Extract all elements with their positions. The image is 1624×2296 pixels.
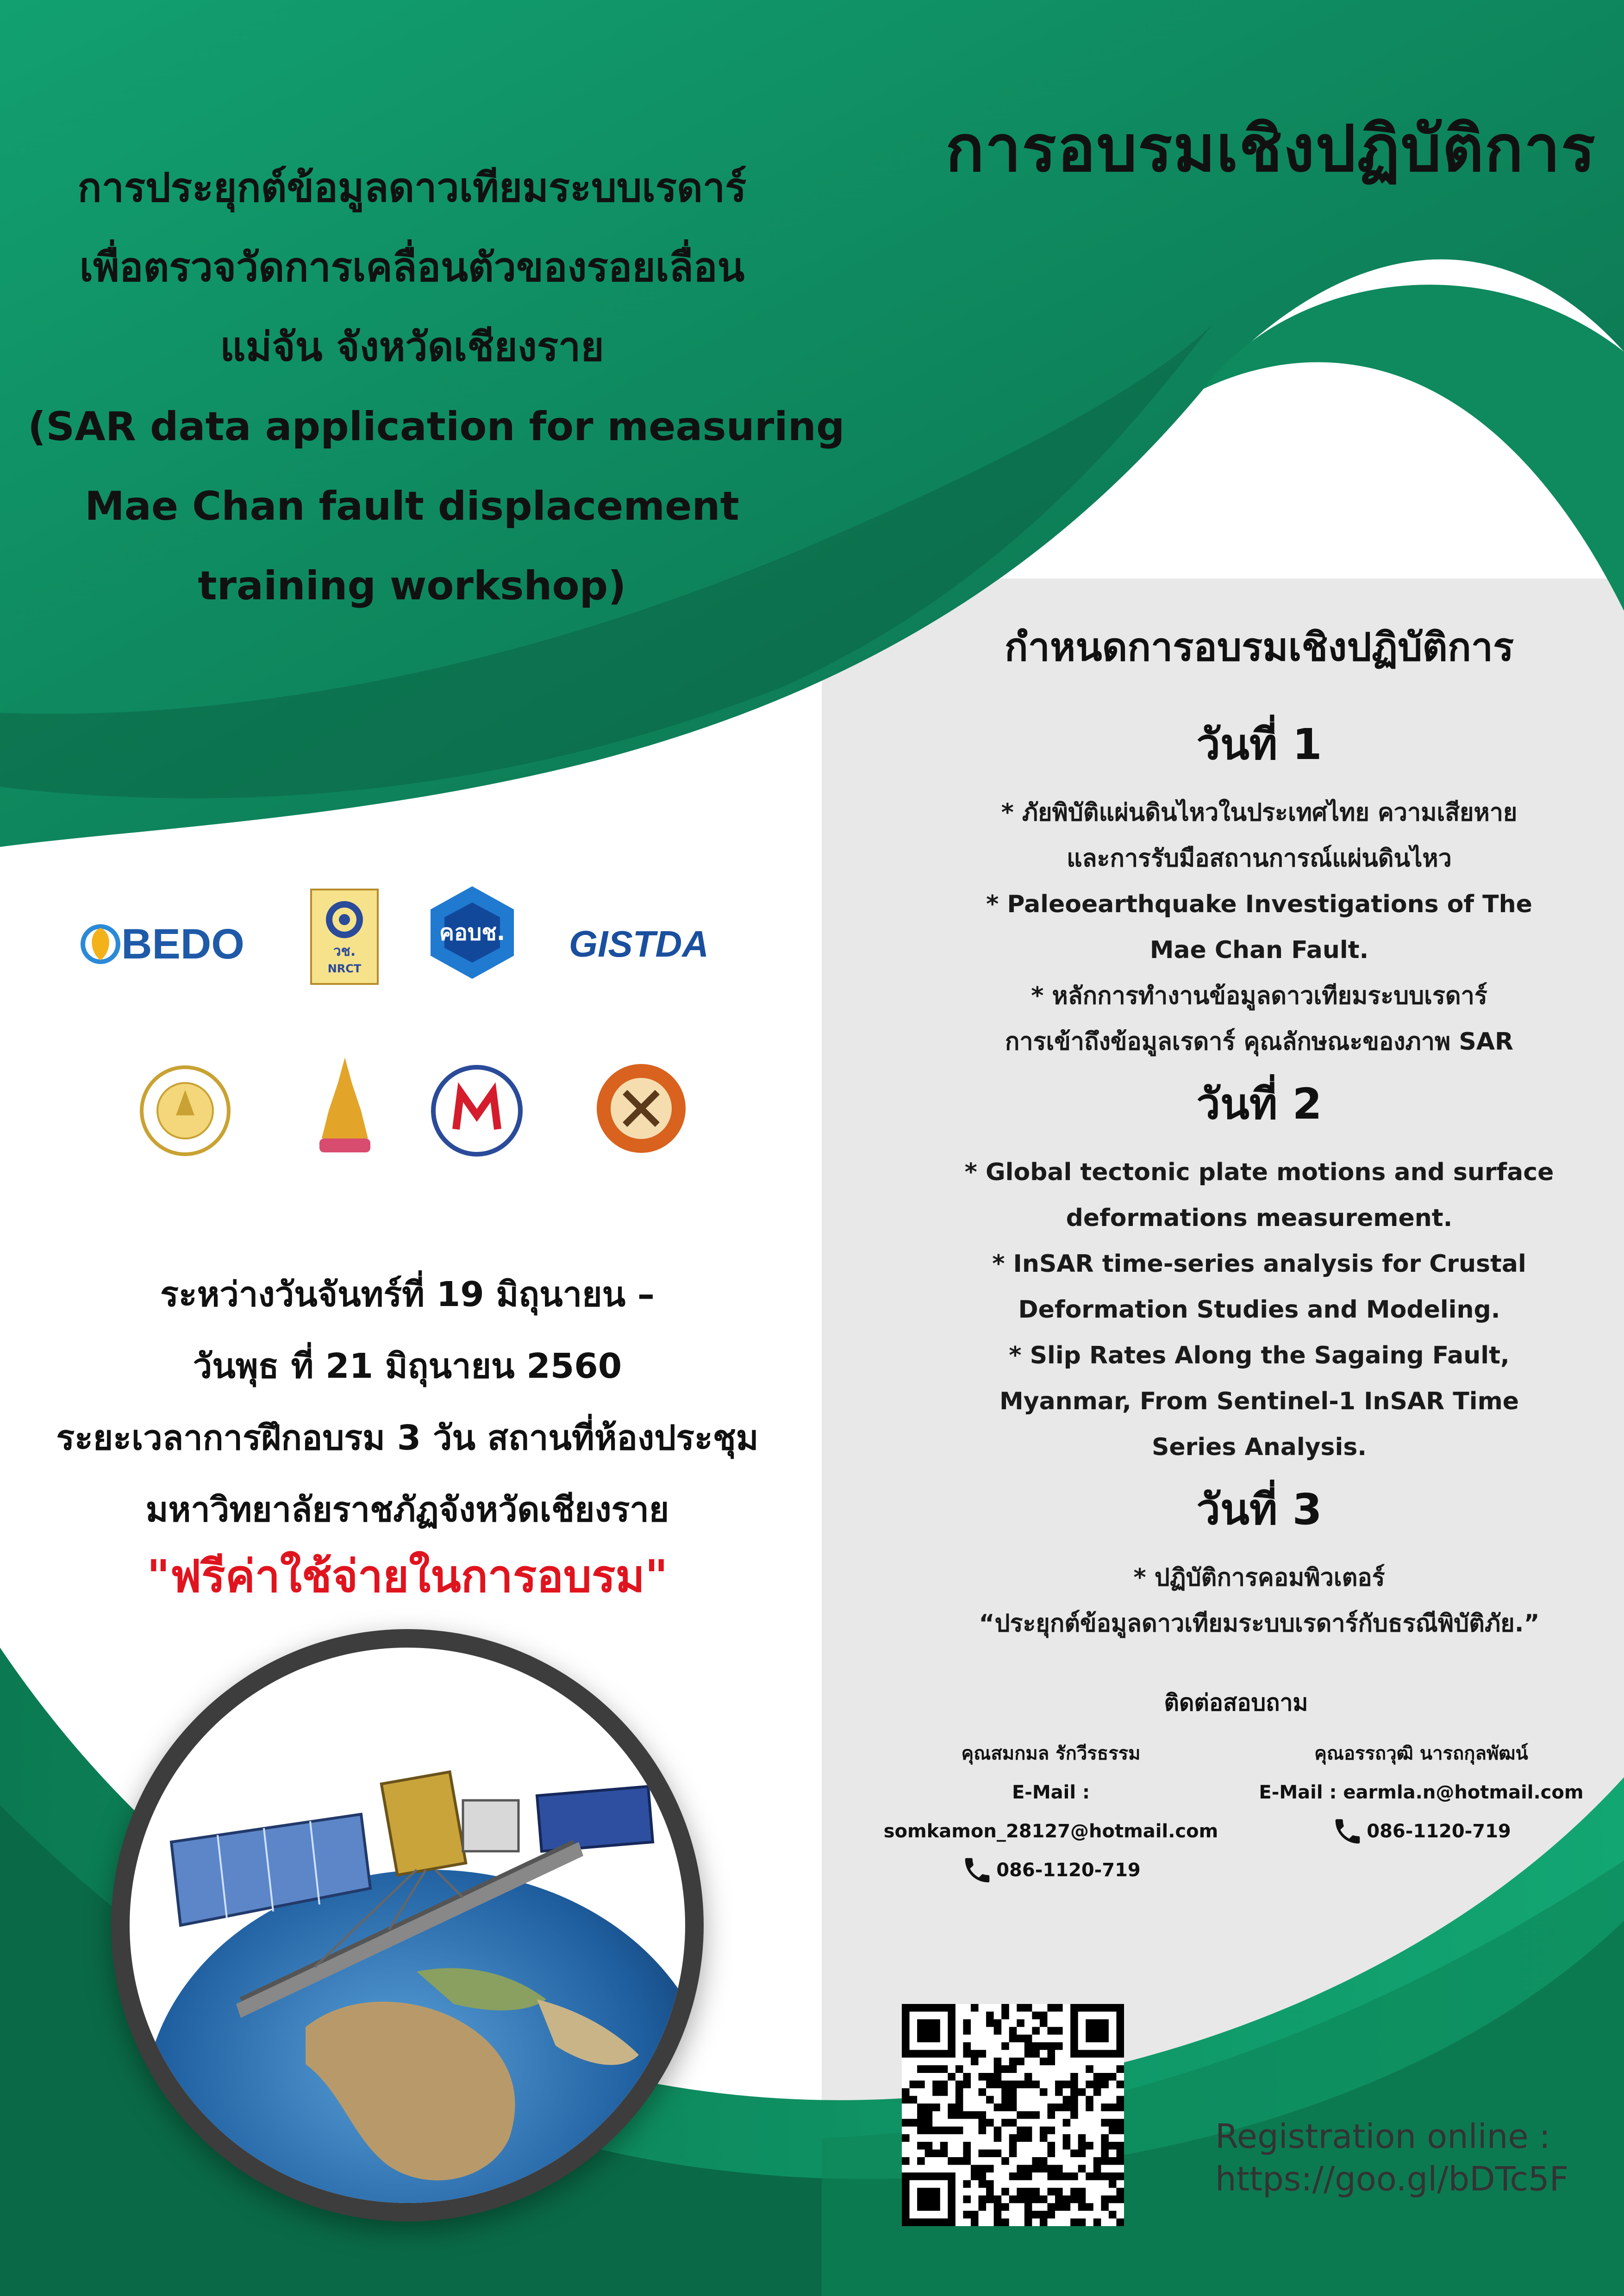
schedule-item: deformations measurement. (1066, 1204, 1453, 1232)
phone-icon (1331, 1815, 1364, 1848)
gistda-logo (556, 912, 722, 977)
contact-section (870, 1685, 1602, 1890)
burapha-university-logo (139, 1064, 231, 1157)
contact-name: คุณอรรถวุฒิ นารถกุลพัฒน์ (1314, 1743, 1528, 1764)
schedule-item: การเข้าถึงข้อมูลเรดาร์ คุณลักษณะของภาพ SAR (1005, 1028, 1514, 1056)
contact-email[interactable]: E-Mail : earmla.n@hotmail.com (1259, 1782, 1584, 1803)
day3-label: วันที่ 3 (1196, 1485, 1322, 1534)
schedule-heading: กำหนดการอบรมเชิงปฏิบัติการ (1004, 624, 1514, 670)
bedo-logo (74, 907, 250, 981)
registration-label: Registration online : (1215, 2117, 1550, 2156)
bedo-text: BEDO (121, 920, 244, 968)
main-title (28, 148, 845, 626)
kob-logo (426, 884, 518, 981)
main-title-line: training workshop) (198, 563, 626, 609)
mineral-resources-logo (593, 1060, 690, 1157)
contact-email[interactable]: E-Mail : somkamon_28127@hotmail.com (883, 1782, 1218, 1842)
main-title-line: แม่จัน จังหวัดเชียงราย (220, 324, 604, 370)
day1-label: วันที่ 1 (1196, 720, 1322, 769)
university-m-logo (431, 1064, 523, 1157)
event-info (19, 1259, 796, 1546)
bedo-leaf-icon (80, 923, 121, 965)
schedule-item: Myanmar, From Sentinel-1 InSAR Time (999, 1388, 1519, 1415)
chulalongkorn-logo (310, 1055, 380, 1157)
gear-hammer-icon (593, 1060, 690, 1157)
schedule-item: “ประยุกต์ข้อมูลดาวเทียมระบบเรดาร์กับธรณีพิบัติภัย.” (979, 1610, 1540, 1637)
schedule-item: * ภัยพิบัติแผ่นดินไหวในประเทศไทย ความเสียหาย (1001, 799, 1518, 827)
nrct-thai-text: วช. (333, 943, 356, 959)
nrct-emblem-icon (324, 899, 365, 940)
gistda-text: GISTDA (568, 923, 709, 964)
schedule-item: * ปฏิบัติการคอมพิวเตอร์ (1133, 1564, 1385, 1592)
satellite-earth-image (130, 1648, 685, 2203)
nrct-text: NRCT (327, 962, 362, 975)
schedule-section (917, 616, 1602, 1647)
satellite-illustration (111, 1629, 704, 2221)
event-date-line: วันพุธ ที่ 21 มิถุนายน 2560 (193, 1346, 622, 1386)
main-title-line: เพื่อตรวจวัดการเคลื่อนตัวของรอยเลื่อน (79, 244, 745, 291)
schedule-item: * Paleoearthquake Investigations of The (986, 890, 1532, 918)
contact-heading: ติดต่อสอบถาม (1164, 1689, 1308, 1716)
burapha-seal-icon (139, 1064, 231, 1157)
workshop-heading: การอบรมเชิงปฏิบัติการ (945, 112, 1596, 186)
registration-url[interactable]: https://goo.gl/bDTc5F (1215, 2159, 1569, 2198)
m-seal-icon (431, 1064, 523, 1157)
schedule-item: Mae Chan Fault. (1149, 936, 1369, 964)
event-duration-line: ระยะเวลาการฝึกอบรม 3 วัน สถานที่ห้องประชุม (56, 1418, 759, 1458)
day2-label: วันที่ 2 (1196, 1079, 1322, 1129)
chula-pagoda-icon (310, 1055, 380, 1157)
globe-frame (130, 1648, 685, 2203)
schedule-item: * Slip Rates Along the Sagaing Fault, (1009, 1342, 1510, 1369)
kob-text: คอบช. (439, 920, 506, 946)
phone-icon (961, 1854, 993, 1886)
schedule-item: * หลักการทำงานข้อมูลดาวเทียมระบบเรดาร์ (1031, 982, 1487, 1010)
event-venue-line: มหาวิทยาลัยราชภัฏจังหวัดเชียงราย (145, 1490, 669, 1530)
schedule-item: Series Analysis. (1151, 1433, 1367, 1461)
main-title-line: การประยุกต์ข้อมูลดาวเทียมระบบเรดาร์ (77, 165, 747, 211)
schedule-item: * Global tectonic plate motions and surface (964, 1158, 1554, 1186)
main-title-line: (SAR data application for measuring (28, 404, 845, 450)
schedule-item: * InSAR time-series analysis for Crustal (992, 1250, 1526, 1278)
main-title-line: Mae Chan fault displacement (85, 483, 739, 529)
contact-person-2 (1241, 1734, 1602, 1890)
registration-qr-code[interactable] (902, 2004, 1124, 2226)
nrct-logo (310, 889, 379, 985)
contact-phone[interactable]: 086-1120-719 (996, 1860, 1141, 1881)
contact-person-1 (870, 1734, 1231, 1890)
event-date-line: ระหว่างวันจันทร์ที่ 19 มิถุนายน – (160, 1275, 655, 1314)
contact-name: คุณสมกมล รักวีรธรรม (961, 1743, 1141, 1764)
schedule-item: Deformation Studies and Modeling. (1018, 1296, 1500, 1324)
free-of-charge-text: "ฟรีค่าใช้จ่ายในการอบรม" (147, 1550, 668, 1602)
partner-logos (74, 870, 731, 1166)
schedule-item: และการรับมือสถานการณ์แผ่นดินไหว (1067, 845, 1452, 872)
registration-info (1215, 2115, 1613, 2200)
contact-phone[interactable]: 086-1120-719 (1367, 1821, 1511, 1842)
